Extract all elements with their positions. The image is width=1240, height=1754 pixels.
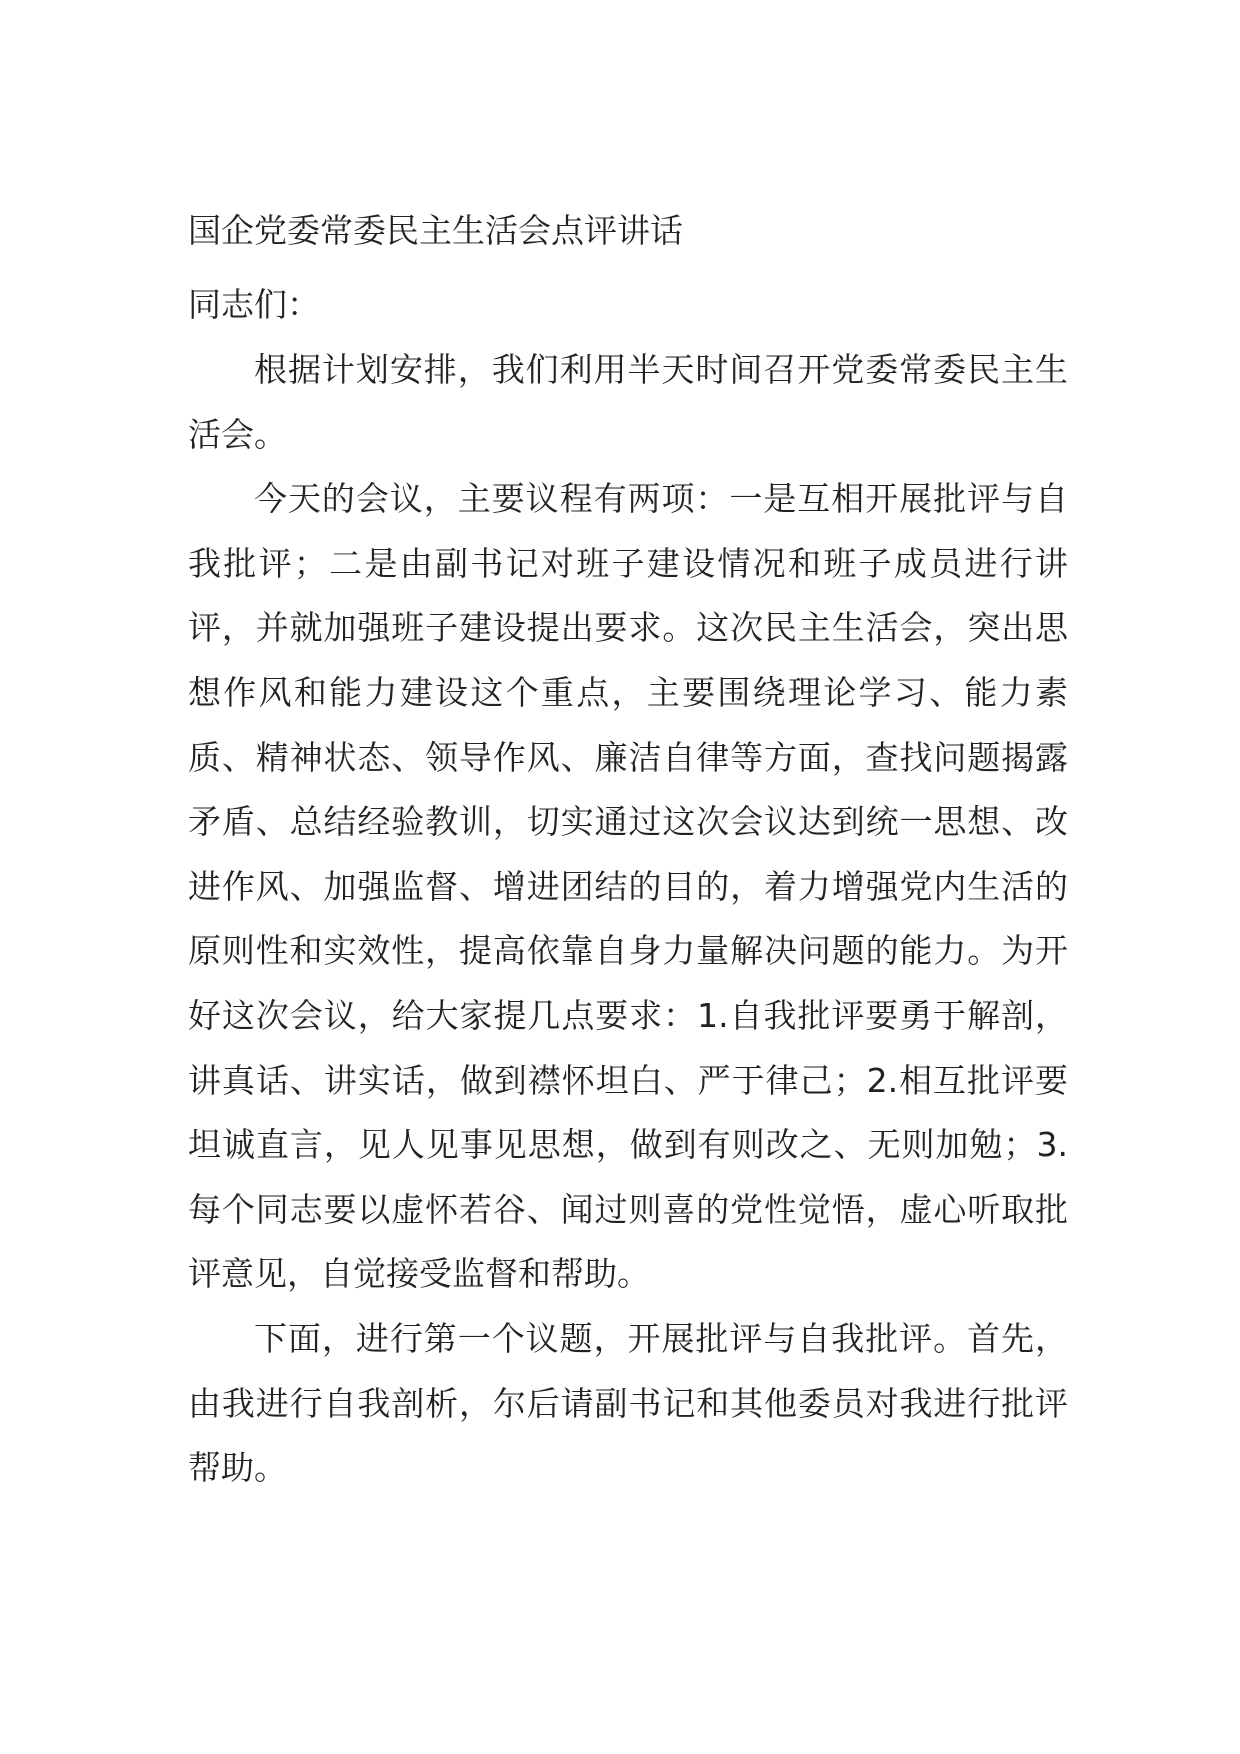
paragraph-1: 根据计划安排，我们利用半天时间召开党委常委民主生活会。 [188, 350, 1068, 454]
paragraph-2: 今天的会议，主要议程有两项：一是互相开展批评与自我批评；二是由副书记对班子建设情况和班子成员进行讲评，并就加强班子建设提出要求。这次民主生活会，突出思想作风和能力建设这个重点，主要围绕理论学习、能力素质、精神状态、领导作风、廉洁自律等方面，查找问题揭露矛盾、总结经验教训，切实通过这次会议达到统一思想、改进作风、加强监督、增进团结的目的，着力增强党内生活的原则性和实效性，提高依靠自身力量解决问题的能力。为开好这次会议，给大家提几点要求：1.自我批评要勇于解剖，讲真话、讲实话，做到襟怀坦白、严于律己；2.相互批评要坦诚直言，见人见事见思想，做到有则改之、无则加勉；3.每个同志要以虚怀若谷、闻过则喜的党性觉悟，虚心听取批评意见，自觉接受监督和帮助。 [188, 479, 1068, 1294]
document-title: 国企党委常委民主生活会点评讲话 [188, 211, 683, 250]
paragraph-3: 下面，进行第一个议题，开展批评与自我批评。首先，由我进行自我剖析，尔后请副书记和其他委员对我进行批评帮助。 [188, 1318, 1068, 1488]
salutation: 同志们： [188, 285, 320, 324]
document-page [188, 198, 1068, 1501]
